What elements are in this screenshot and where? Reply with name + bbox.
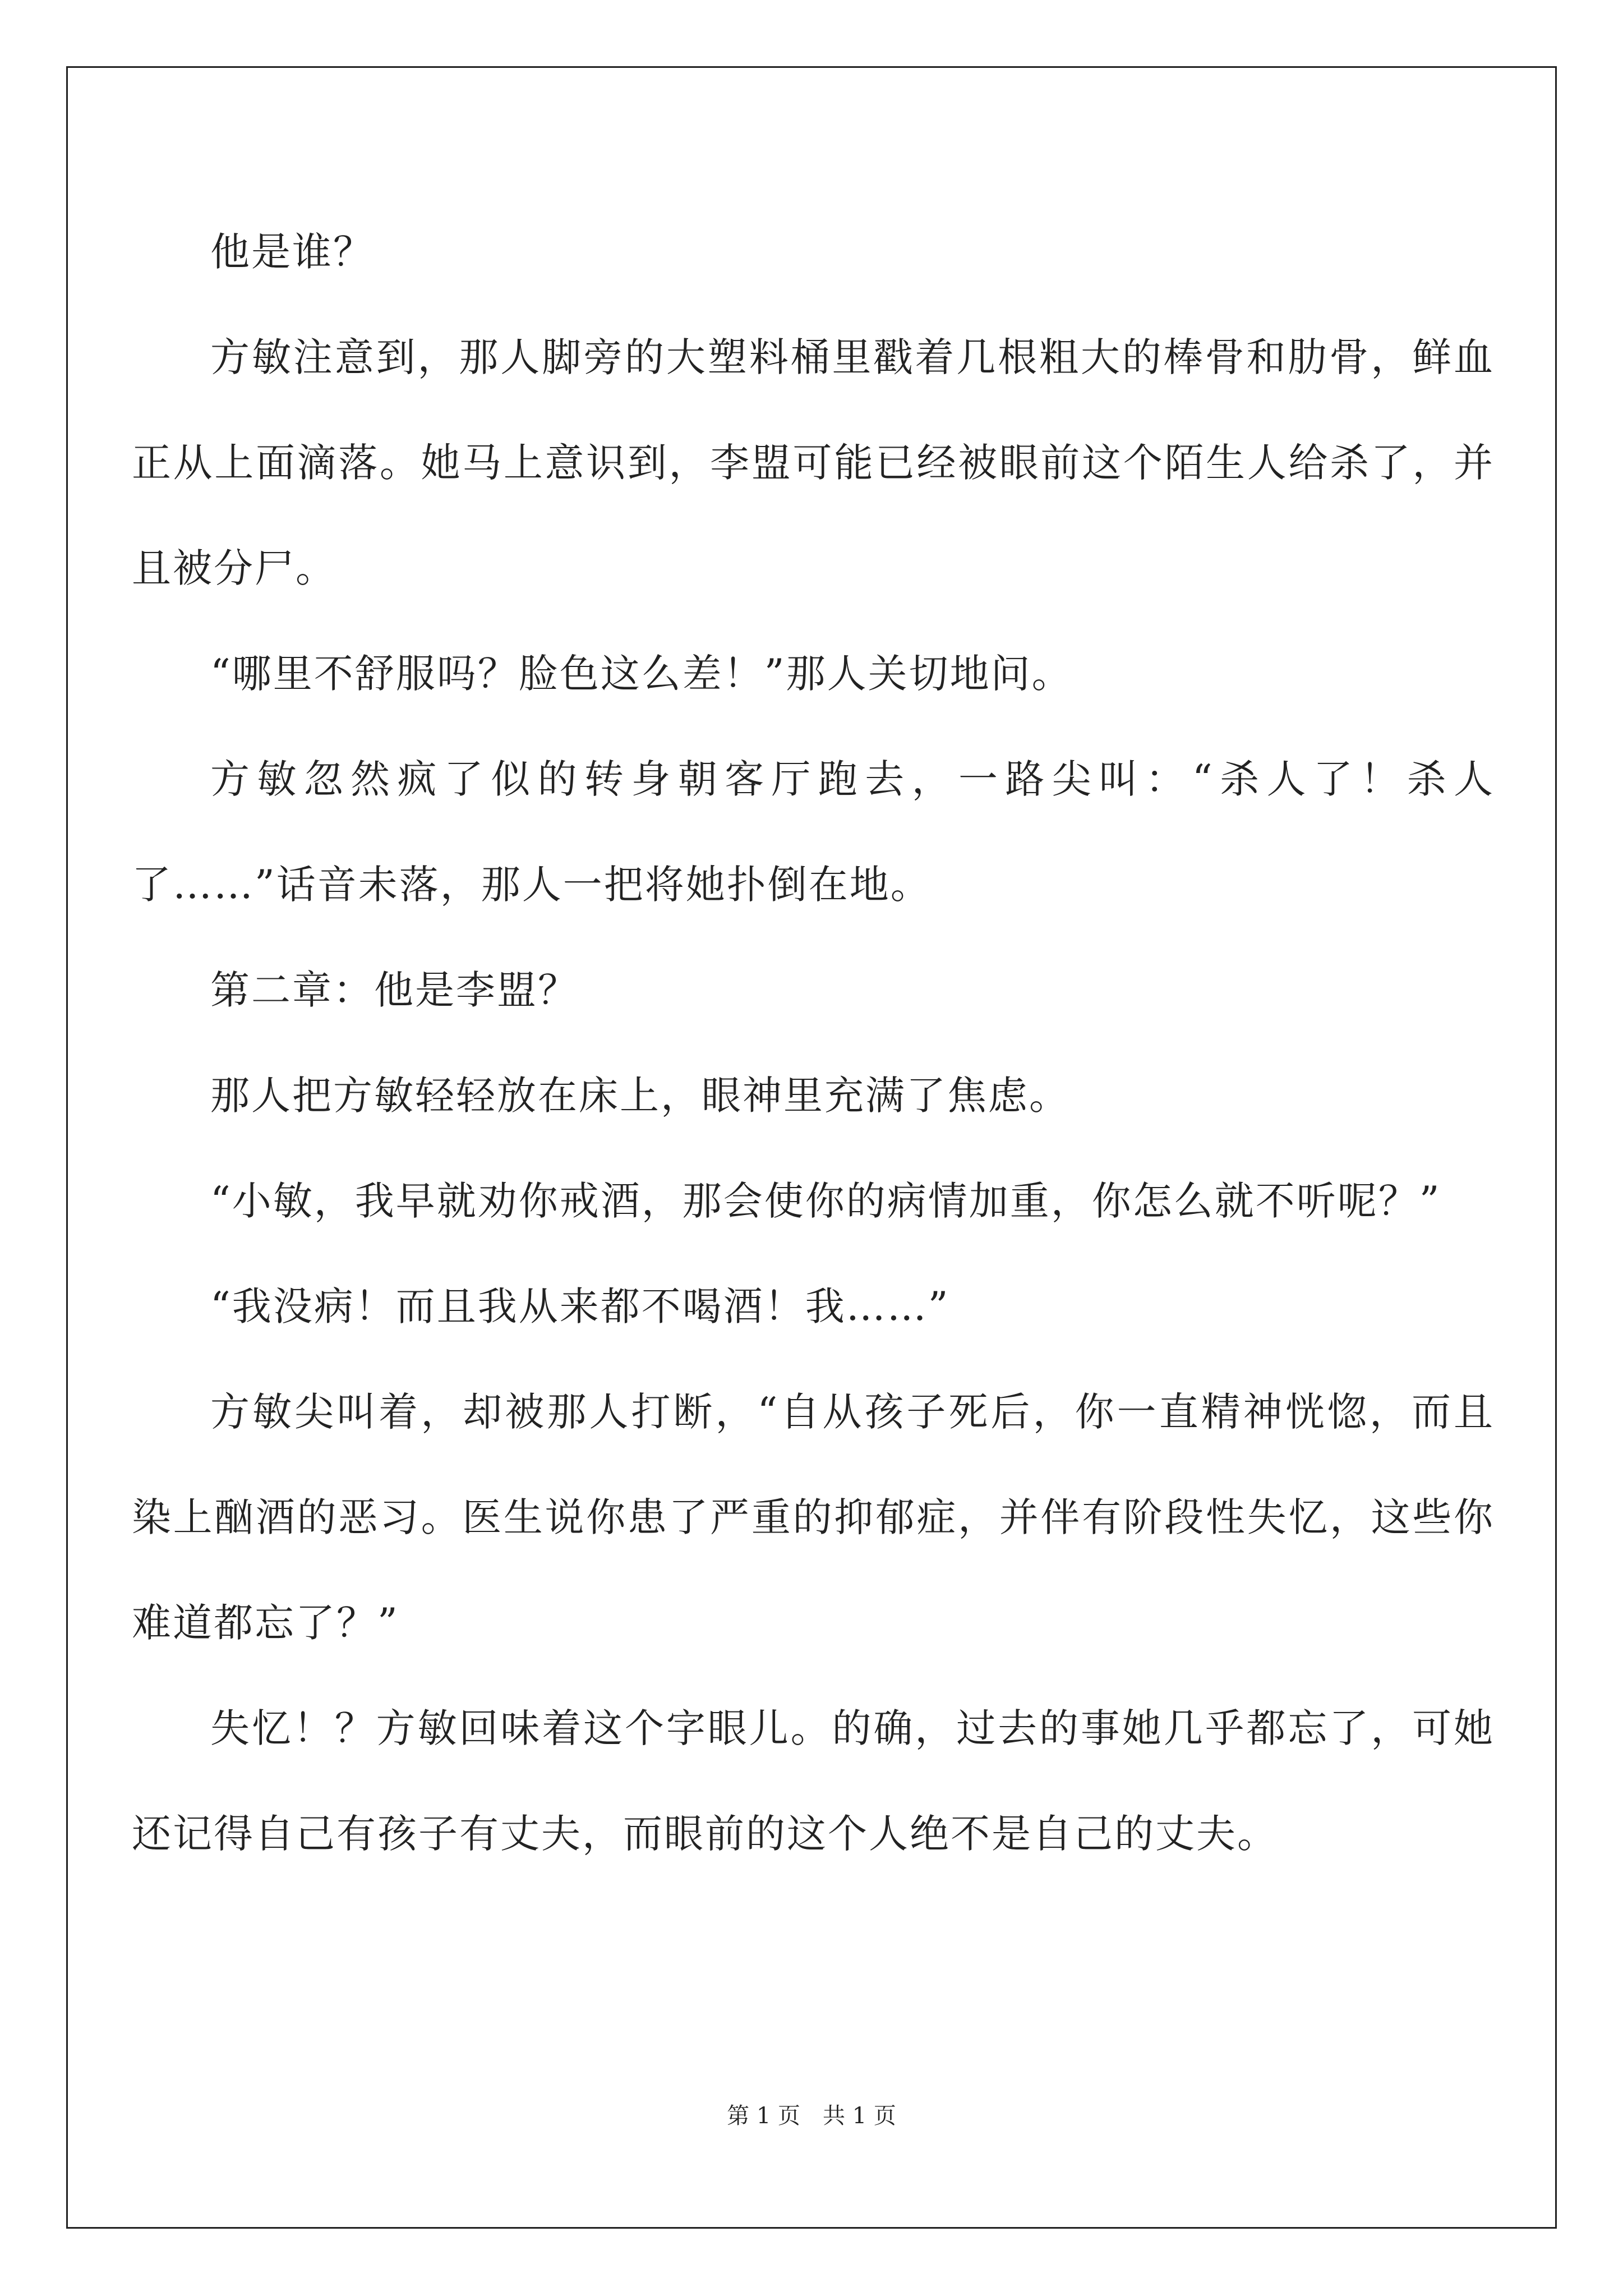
paragraph-2: 方敏注意到，那人脚旁的大塑料桶里戳着几根粗大的棒骨和肋骨，鲜血正从上面滴落。她马上意识到，李盟可能已经被眼前这个陌生人给杀了，并且被分尸。 xyxy=(132,334,1495,591)
paragraph-4: 方敏忽然疯了似的转身朝客厅跑去，一路尖叫：“杀人了！杀人了……”话音未落，那人一把将她扑倒在地。 xyxy=(132,756,1495,908)
page-number-footer: 第 1 页 共 1 页 xyxy=(727,2103,896,2129)
document-body xyxy=(132,199,1495,1887)
paragraph-8: “我没病！而且我从来都不喝酒！我……” xyxy=(210,1283,950,1329)
paragraph-7: “小敏，我早就劝你戒酒，那会使你的病情加重，你怎么就不听呢？” xyxy=(210,1178,1441,1224)
paragraph-10: 失忆！？方敏回味着这个字眼儿。的确，过去的事她几乎都忘了，可她还记得自己有孩子有丈夫，而眼前的这个人绝不是自己的丈夫。 xyxy=(132,1705,1495,1857)
paragraph-6: 那人把方敏轻轻放在床上，眼神里充满了焦虑。 xyxy=(210,1073,1070,1119)
paragraph-1: 他是谁？ xyxy=(210,229,374,275)
paragraph-3: “哪里不舒服吗？脸色这么差！”那人关切地问。 xyxy=(210,651,1073,697)
paragraph-9: 方敏尖叫着，却被那人打断，“自从孩子死后，你一直精神恍惚，而且染上酗酒的恶习。医生说你患了严重的抑郁症，并伴有阶段性失忆，这些你难道都忘了？” xyxy=(132,1389,1495,1646)
chapter-heading: 第二章：他是李盟？ xyxy=(210,967,579,1013)
